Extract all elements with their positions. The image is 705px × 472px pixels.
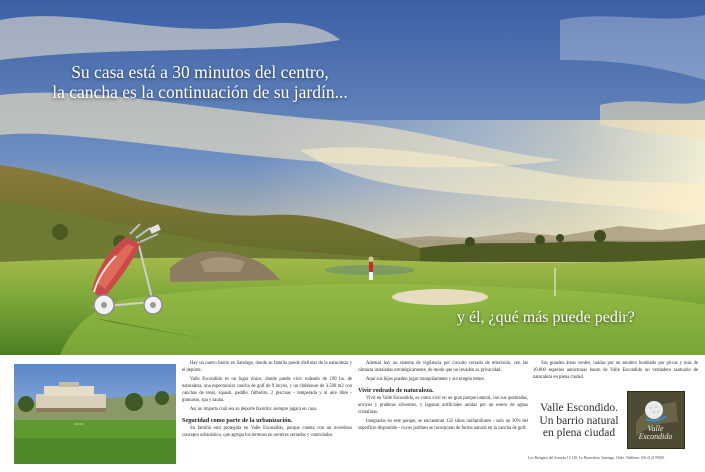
slogan-line-1: Un barrio natural <box>539 414 619 427</box>
park-paragraph: Vivir en Valle Escondido, es como vivir en un gran parque natural, con sus quebradas, arroyos y praderas silvestres, y lagunas artificiales unidas por un estero de aguas cristalinas. <box>358 395 528 415</box>
nature-heading: Vivir rodeado de naturaleza. <box>358 386 434 394</box>
logo-wordmark <box>628 425 683 441</box>
headline-line-2: la cancha es la continuación de su jardín... <box>52 82 348 102</box>
green-areas-paragraph: Sus grandes áreas verdes, unidas por un sendero bordeado por pircas y más de 10.000 especies autóctonas hacen de Valle Escondido un verdadero santuario de naturaleza en plena ciudad. <box>533 361 698 380</box>
amenities-paragraph: Valle Escondido es un lugar único, donde puede vivir rodeado de 190 ha. de naturaleza, una espectacular cancha de golf de 9 hoyos, y un clubhouse de 3.500 m2 con canchas de tenis, squash, paddle, fútbolito, 2 piscinas - temperada y al aire libre - gimnasio, spa y sauna. <box>182 377 352 403</box>
clubhouse-photo <box>14 364 176 464</box>
clubhouse-image <box>14 364 176 464</box>
lots-paragraph: Integrados en este parque, se encuentran 132 sitios unifamiliares - solo un 30% del superficie disponible - cuyos jardines se incorporan de forma natural en la cancha de golf. <box>358 418 528 431</box>
brand-slogan <box>534 402 624 440</box>
logo-line-2: Escondido <box>638 432 673 441</box>
brand-name: Valle Escondido. <box>540 402 618 414</box>
sports-paragraph: Así no importa cuál sea su deporte favorito: siempre jugará en casa. <box>190 406 318 412</box>
text-column-2 <box>358 361 528 435</box>
logo-line-1: Valle <box>647 424 664 433</box>
info-panel <box>0 355 705 472</box>
text-column-1 <box>182 361 352 442</box>
hero-tagline: y él, ¿qué más puede pedir? <box>457 309 635 326</box>
security-heading: Seguridad como parte de la urbanización. <box>182 416 293 424</box>
intro-paragraph: Hay un nuevo barrio en Santiago, donde su familia puede disfrutar de la naturaleza y el deporte. <box>182 361 352 373</box>
surveillance-paragraph: Además hay un sistema de vigilancia por circuito cerrado de televisión, con las cámaras instaladas estratégicamente, de modo que no invaden su privacidad. <box>358 361 528 373</box>
hero-headline <box>0 62 400 102</box>
golf-bag-icon <box>78 222 188 324</box>
children-paragraph: Aquí sus hijos pueden jugar tranquilamente y sin ningún temor. <box>366 377 485 382</box>
contact-address: Los Refugios del Arrayán 15.130, Lo Barnechea. Santiago, Chile. Teléfono: (56-2) 2170000. <box>528 456 665 460</box>
text-column-3 <box>533 361 698 384</box>
brand-logo <box>627 391 685 449</box>
slogan-line-2: en plena ciudad <box>542 427 616 439</box>
headline-line-1: Su casa está a 30 minutos del centro, <box>71 62 329 82</box>
security-paragraph: Su familia está protegida en Valle Escondido, porque cuenta con un novedoso concepto urbanístico, que agrupa los terrenos en sectores cerrados y controlados. <box>182 425 352 438</box>
